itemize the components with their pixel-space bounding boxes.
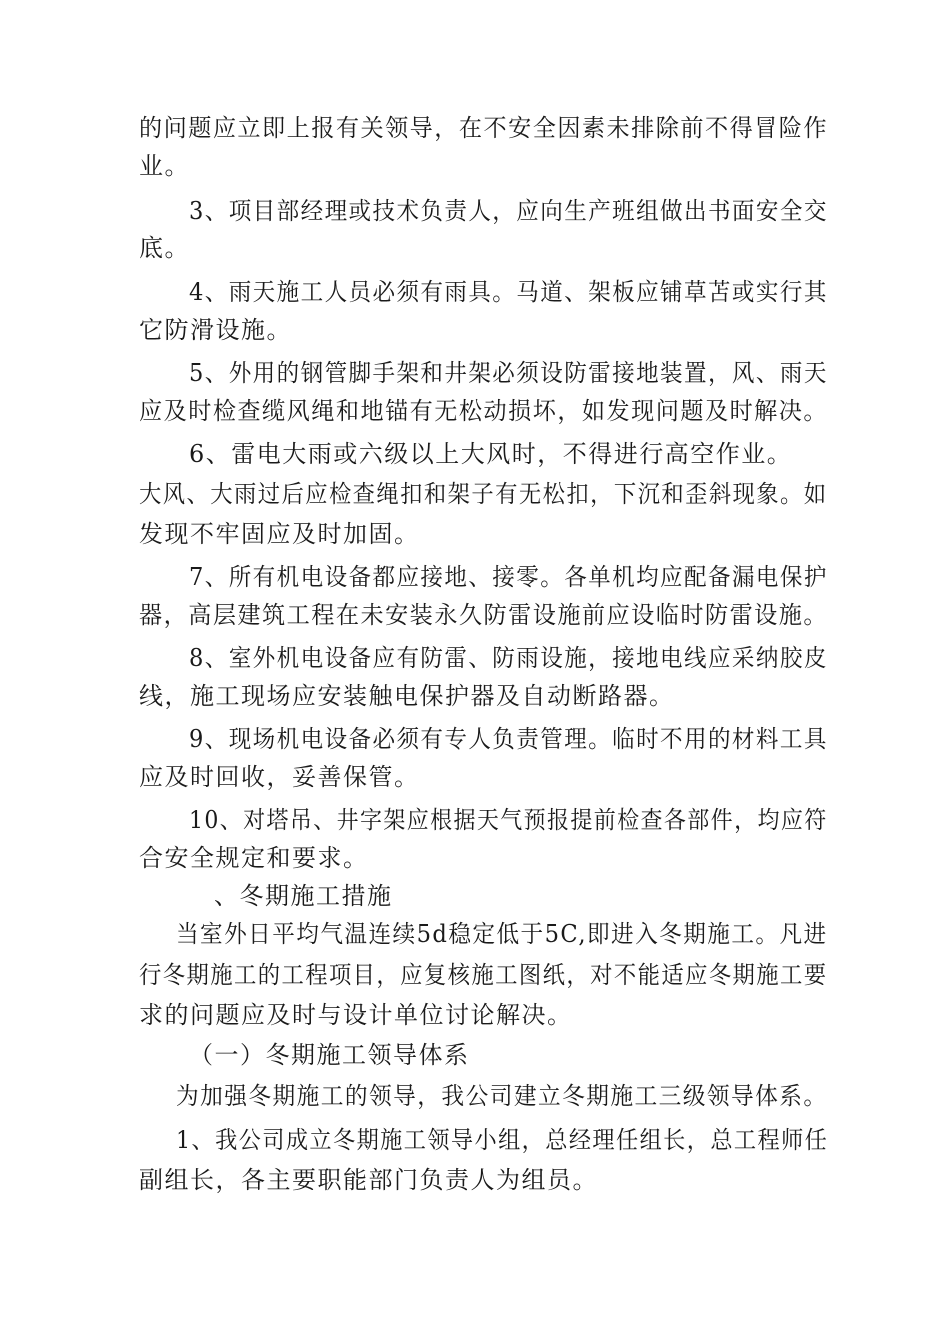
paragraph-line: 3、项目部经理或技术负责人，应向生产班组做出书面安全交 xyxy=(189,197,828,225)
paragraph-line: 应及时检查缆风绳和地锚有无松动损坏，如发现问题及时解决。 xyxy=(139,397,828,425)
paragraph-line: 当室外日平均气温连续5d稳定低于5C,即进入冬期施工。凡进 xyxy=(176,920,828,948)
paragraph-line: 10、对塔吊、井字架应根据天气预报提前检查各部件，均应符 xyxy=(189,806,828,834)
subsection-heading: （一）冬期施工领导体系 xyxy=(189,1041,470,1069)
paragraph-line: 大风、大雨过后应检查绳扣和架子有无松扣，下沉和歪斜现象。如 xyxy=(139,480,828,508)
paragraph-line: 4、雨天施工人员必须有雨具。马道、架板应铺草苫或实行其 xyxy=(189,278,828,306)
paragraph-line: 副组长，各主要职能部门负责人为组员。 xyxy=(139,1166,598,1194)
paragraph-line: 行冬期施工的工程项目，应复核施工图纸，对不能适应冬期施工要 xyxy=(139,961,828,989)
paragraph-line: 5、外用的钢管脚手架和井架必须设防雷接地装置，风、雨天 xyxy=(189,359,828,387)
paragraph-line: 线，施工现场应安装触电保护器及自动断路器。 xyxy=(139,682,675,710)
paragraph-line: 合安全规定和要求。 xyxy=(139,844,369,872)
section-heading: 、冬期施工措施 xyxy=(214,882,393,910)
paragraph-line: 它防滑设施。 xyxy=(139,316,292,344)
paragraph-line: 底。 xyxy=(139,234,190,262)
paragraph-line: 求的问题应及时与设计单位讨论解决。 xyxy=(139,1001,573,1029)
paragraph-line: 1、我公司成立冬期施工领导小组，总经理任组长，总工程师任 xyxy=(176,1126,829,1154)
paragraph-line: 发现不牢固应及时加固。 xyxy=(139,520,420,548)
paragraph-line: 7、所有机电设备都应接地、接零。各单机均应配备漏电保护 xyxy=(189,563,828,591)
paragraph-line: 业。 xyxy=(139,152,190,180)
paragraph-line: 应及时回收，妥善保管。 xyxy=(139,763,420,791)
paragraph-line: 器，高层建筑工程在未安装永久防雷设施前应设临时防雷设施。 xyxy=(139,601,828,629)
paragraph-line: 6、雷电大雨或六级以上大风时，不得进行高空作业。 xyxy=(189,440,793,468)
paragraph-line: 9、现场机电设备必须有专人负责管理。临时不用的材料工具 xyxy=(189,725,828,753)
paragraph-line: 8、室外机电设备应有防雷、防雨设施，接地电线应采纳胶皮 xyxy=(189,644,828,672)
paragraph-line: 的问题应立即上报有关领导，在不安全因素未排除前不得冒险作 xyxy=(139,114,828,142)
paragraph-line: 为加强冬期施工的领导，我公司建立冬期施工三级领导体系。 xyxy=(176,1082,828,1110)
